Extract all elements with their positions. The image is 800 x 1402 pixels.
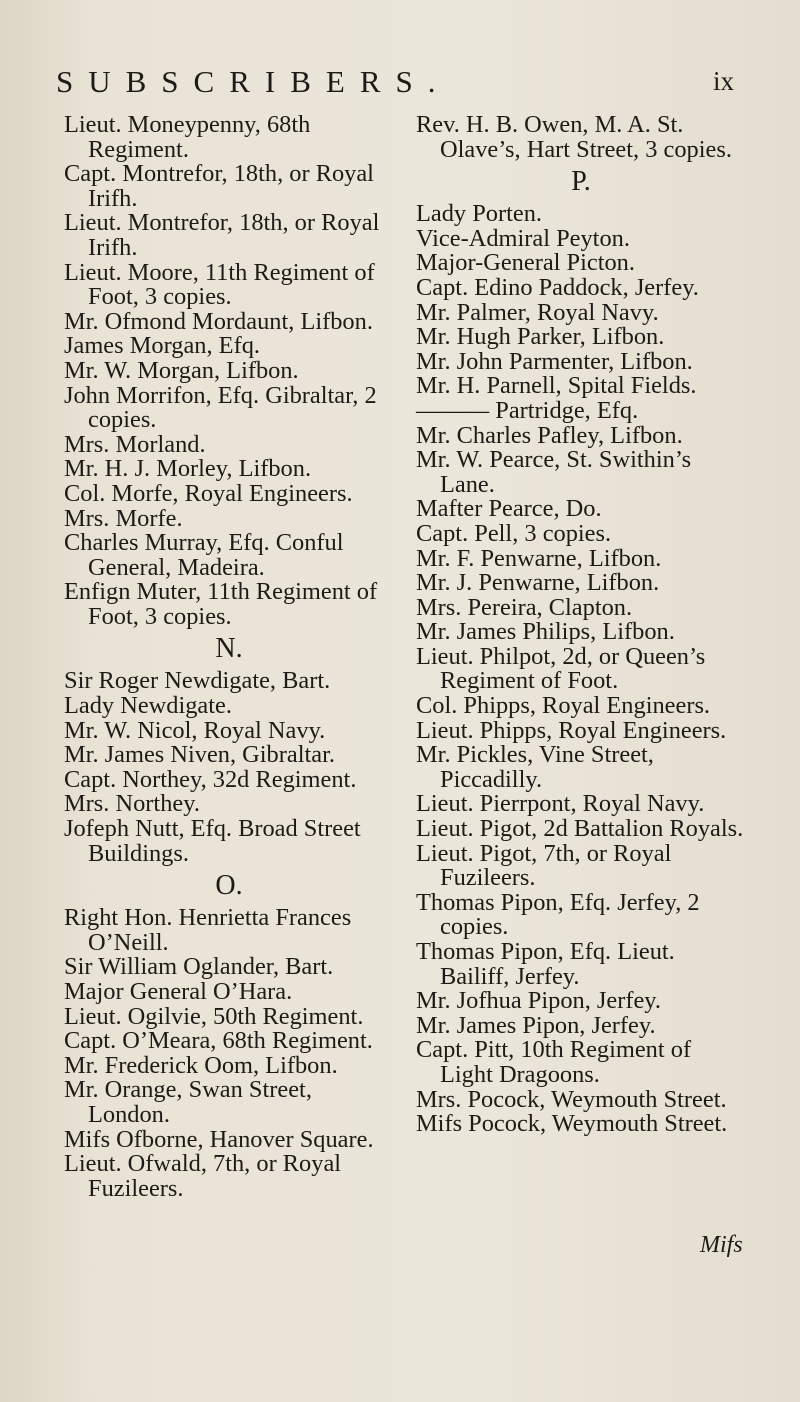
subscriber-entry: Mr. W. Nicol, Royal Navy. [64, 716, 326, 744]
subscriber-entry: Mrs. Pocock, Weymouth Street. [416, 1085, 727, 1113]
left-column [64, 113, 394, 1201]
page-number: ix [713, 66, 735, 96]
subscriber-entry: Lieut. Pierrpont, Royal Navy. [416, 790, 705, 818]
subscriber-entry: Lieut. Moneypenny, 68th Regiment. [64, 111, 311, 163]
subscriber-entry: Capt. Northey, 32d Regiment. [64, 765, 357, 793]
subscriber-entry: Mr. Charles Pafley, Lifbon. [416, 421, 683, 449]
subscriber-entry: Lieut. Philpot, 2d, or Queen’s Regiment of Foot. [416, 642, 706, 695]
subscriber-entry: Mr. Orange, Swan Street, London. [64, 1076, 312, 1128]
subscriber-entry: Mr. James Pipon, Jerfey. [416, 1011, 656, 1039]
subscriber-entry: Rev. H. B. Owen, M. A. St. Olave’s, Hart Street, 3 copies. [416, 111, 732, 163]
section-letter: N. [215, 633, 243, 665]
subscriber-entry: Sir William Oglander, Bart. [64, 953, 334, 981]
page-header [0, 64, 800, 104]
subscriber-entry: Right Hon. Henrietta Frances O’Neill. [64, 904, 352, 956]
subscriber-entry: Jofeph Nutt, Efq. Broad Street Buildings. [64, 815, 361, 867]
subscriber-entry: ——— Partridge, Efq. [416, 396, 639, 424]
subscriber-entry: Mr. John Parmenter, Lifbon. [416, 347, 693, 375]
subscriber-entry: Mr. Palmer, Royal Navy. [416, 298, 659, 326]
subscriber-entry: Mafter Pearce, Do. [416, 495, 602, 523]
section-letter: P. [571, 166, 591, 198]
subscriber-entry: Capt. Pitt, 10th Regiment of Light Dragoons. [416, 1036, 692, 1088]
subscriber-entry: Lieut. Pigot, 2d Battalion Royals. [416, 815, 744, 843]
subscriber-entry: Mr. H. J. Morley, Lifbon. [64, 455, 312, 483]
subscriber-entry: Lieut. Ogilvie, 50th Regiment. [64, 1002, 364, 1030]
subscriber-entry: Sir Roger Newdigate, Bart. [64, 667, 331, 695]
subscriber-entry: Thomas Pipon, Efq. Jerfey, 2 copies. [416, 888, 700, 941]
subscriber-entry: James Morgan, Efq. [64, 332, 260, 360]
subscriber-entry: Lady Newdigate. [64, 692, 232, 720]
subscriber-entry: Lieut. Moore, 11th Regiment of Foot, 3 copies. [64, 258, 375, 311]
subscriber-entry: Mrs. Morland. [64, 430, 206, 458]
subscriber-entry: Mr. Pickles, Vine Street, Piccadilly. [416, 741, 654, 793]
subscriber-entry: Enfign Muter, 11th Regiment of Foot, 3 copies. [64, 578, 378, 630]
subscriber-entry: Col. Phipps, Royal Engineers. [416, 692, 711, 720]
subscriber-entry: Mifs Ofborne, Hanover Square. [64, 1125, 374, 1153]
subscriber-entry: Lieut. Ofwald, 7th, or Royal Fuzileers. [64, 1150, 342, 1202]
subscriber-entry: Mifs Pocock, Weymouth Street. [416, 1110, 728, 1138]
subscriber-entry: Major General O’Hara. [64, 978, 293, 1005]
subscriber-entry: Mr. James Niven, Gibraltar. [64, 741, 335, 769]
subscriber-entry: John Morrifon, Efq. Gibraltar, 2 copies. [64, 381, 377, 434]
catchword: Mifs [700, 1232, 743, 1258]
subscriber-entry: Capt. O’Meara, 68th Regiment. [64, 1027, 373, 1055]
subscriber-entry: Col. Morfe, Royal Engineers. [64, 479, 353, 507]
subscriber-entry: Mr. W. Pearce, St. Swithin’s Lane. [416, 446, 692, 498]
subscriber-entry: Lady Porten. [416, 200, 542, 228]
subscriber-entry: Mr. W. Morgan, Lifbon. [64, 356, 299, 384]
subscriber-entry: Major-General Picton. [416, 249, 635, 277]
subscriber-entry: Mrs. Pereira, Clapton. [416, 593, 633, 621]
subscriber-entry: Mr. Hugh Parker, Lifbon. [416, 323, 665, 351]
subscriber-entry: Mr. Frederick Oom, Lifbon. [64, 1051, 338, 1079]
subscriber-entry: Mrs. Morfe. [64, 504, 183, 532]
right-column [416, 113, 746, 1137]
subscriber-entry: Capt. Edino Paddock, Jerfey. [416, 273, 699, 301]
running-head: SUBSCRIBERS. [56, 64, 451, 99]
subscriber-entry: Mr. H. Parnell, Spital Fields. [416, 372, 697, 400]
subscriber-entry: Capt. Montrefor, 18th, or Royal Irifh. [64, 160, 374, 212]
subscriber-entry: Mr. James Philips, Lifbon. [416, 618, 675, 646]
subscriber-entry: Mr. F. Penwarne, Lifbon. [416, 544, 662, 572]
subscriber-entry: Mrs. Northey. [64, 790, 200, 818]
subscriber-entry: Mr. Ofmond Mordaunt, Lifbon. [64, 307, 373, 335]
subscriber-entry: Lieut. Phipps, Royal Engineers. [416, 716, 727, 744]
subscriber-entry: Thomas Pipon, Efq. Lieut. Bailiff, Jerfey. [416, 938, 675, 990]
section-letter: O. [215, 870, 243, 902]
subscriber-entry: Lieut. Montrefor, 18th, or Royal Irifh. [64, 209, 380, 261]
subscriber-entry: Mr. J. Penwarne, Lifbon. [416, 569, 660, 597]
subscriber-entry: Lieut. Pigot, 7th, or Royal Fuzileers. [416, 839, 672, 892]
subscriber-entry: Charles Murray, Efq. Conful General, Madeira. [64, 529, 344, 581]
subscriber-entry: Vice-Admiral Peyton. [416, 224, 630, 252]
subscriber-entry: Mr. Jofhua Pipon, Jerfey. [416, 987, 662, 1015]
subscriber-entry: Capt. Pell, 3 copies. [416, 519, 612, 547]
